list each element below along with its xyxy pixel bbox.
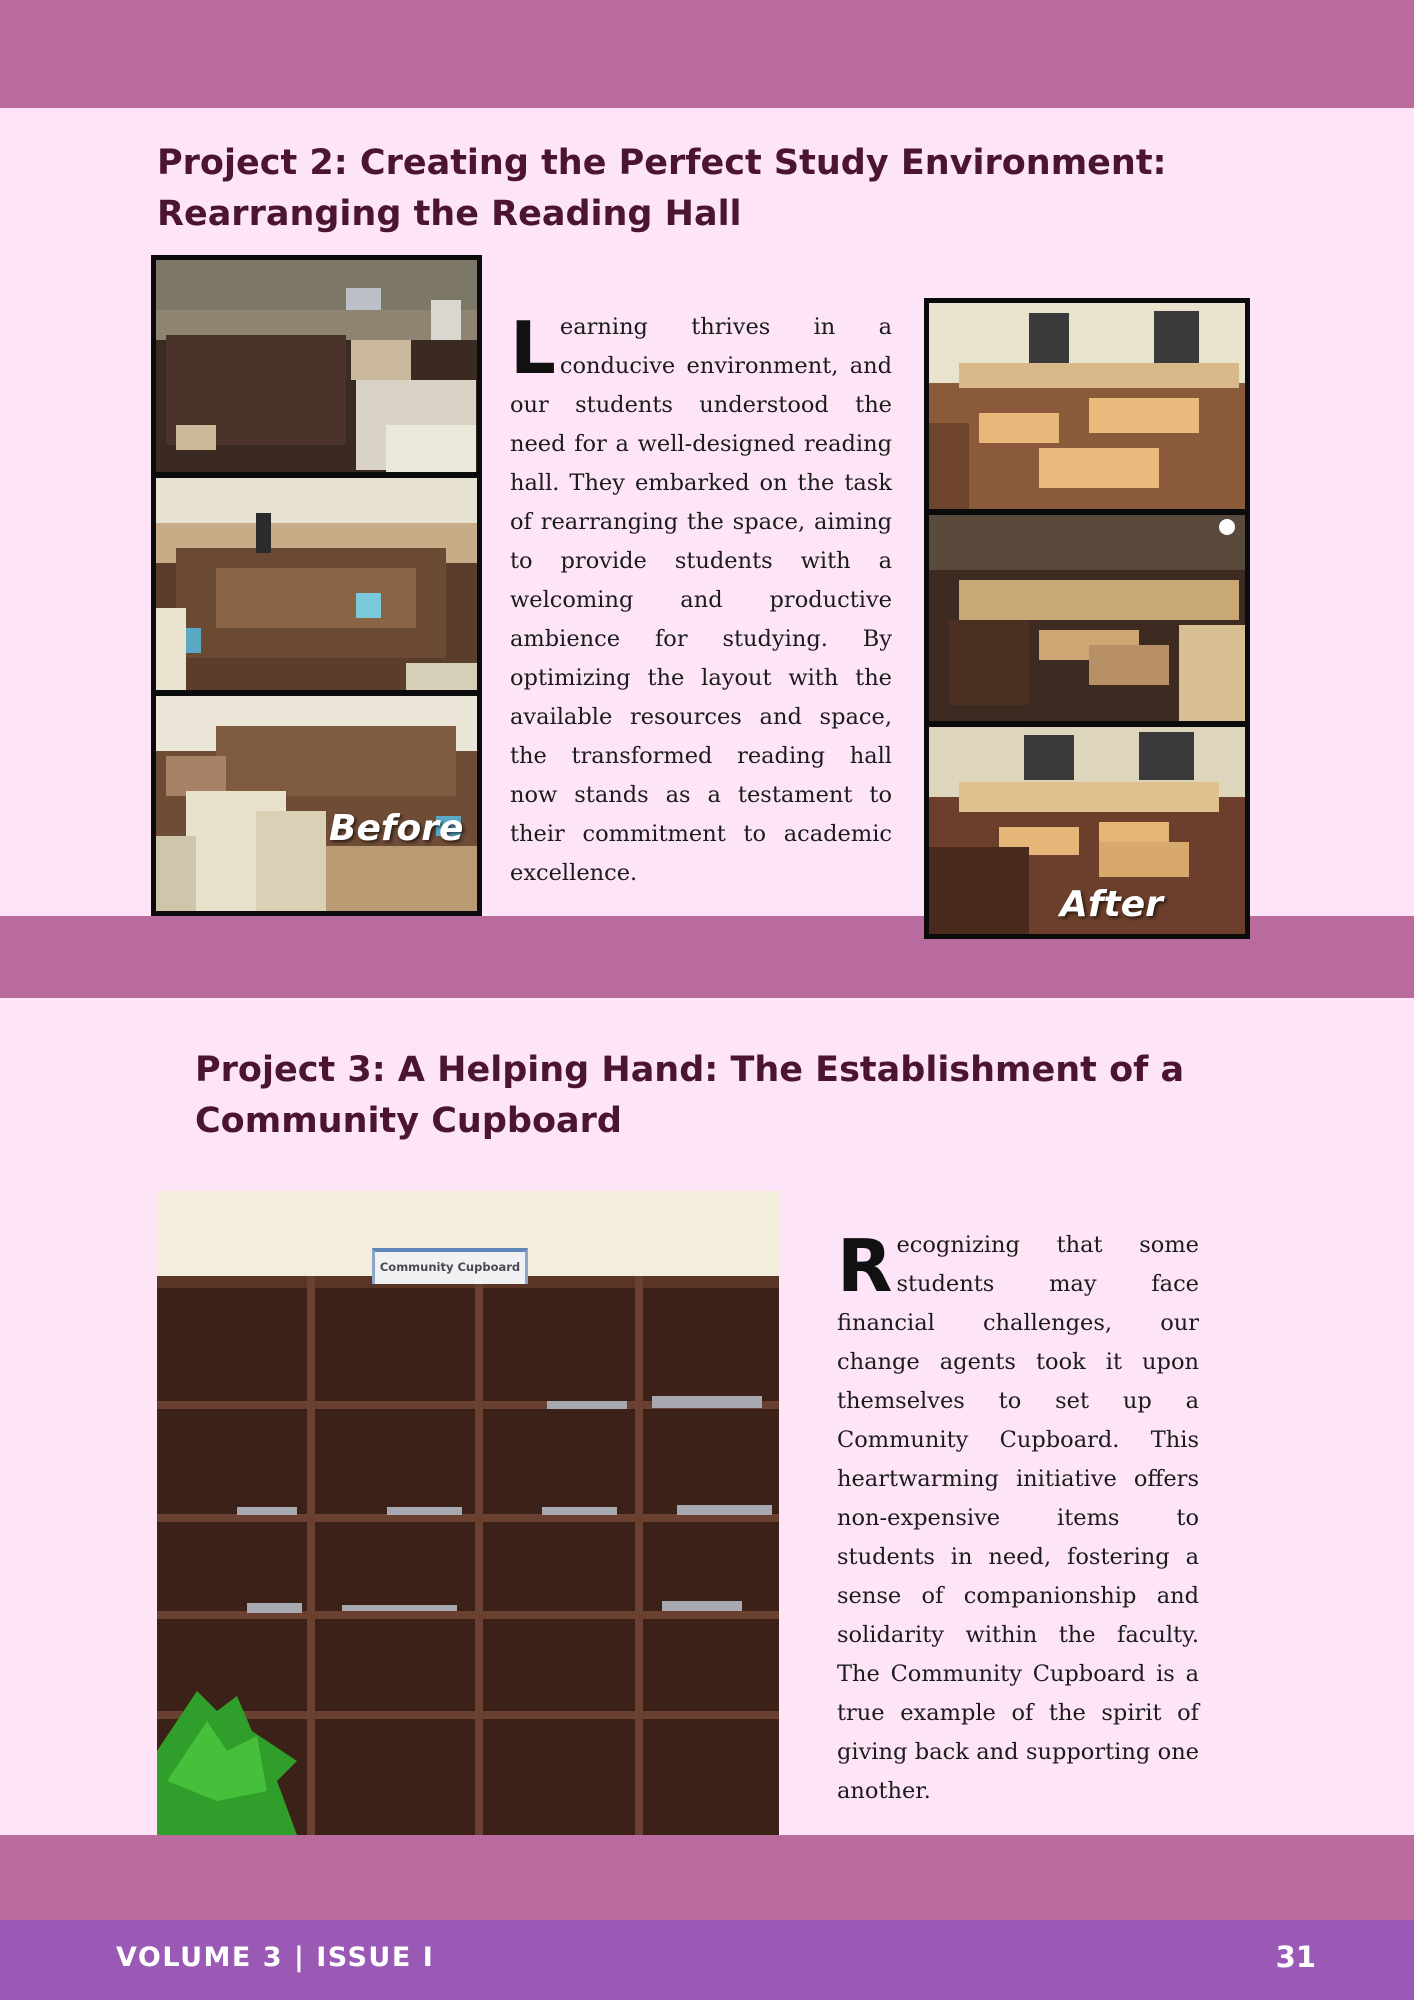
project-2-paragraph: earning thrives in a conducive environment, and our students understood the need for a well-designed reading hall. They embarked on the task of rearranging the space, aiming to provide students with a welcoming and productive ambience for studying. By optimizing the layout with the available resources and space, the transformed reading hall now stands as a testament to their commitment to academic excellence. [510,314,892,886]
before-photo-collage [151,255,482,916]
after-photo-1 [929,303,1245,509]
top-band [0,0,1414,108]
after-label: After [1060,884,1163,925]
project-2-title: Project 2: Creating the Perfect Study Environment: Rearranging the Reading Hall [157,143,1167,234]
project-3-paragraph: ecognizing that some students may face financial challenges, our change agents took it upon themselves to set up a Community Cupboard. This heartwarming initiative offers non-expensive items to students in need, fostering a sense of companionship and solidarity within the faculty. The Community Cupboard is a true example of the spirit of giving back and supporting one another. [837,1232,1199,1804]
project-2-dropcap: L [510,306,556,390]
project-3-dropcap: R [837,1224,893,1308]
before-photo-3 [156,696,477,911]
project-3-title: Project 3: A Helping Hand: The Establishment of a Community Cupboard [195,1050,1185,1141]
after-photo-2 [929,515,1245,721]
community-cupboard-sign: Community Cupboard [372,1248,528,1284]
before-label: Before [329,808,464,849]
before-photo-1 [156,260,477,472]
project-3-body [837,1226,1199,1811]
community-cupboard-photo [157,1191,779,1835]
page-number: 31 [1275,1940,1316,1974]
page-footer [0,1920,1414,2000]
after-photo-collage [924,298,1250,939]
before-photo-2 [156,478,477,690]
volume-issue-label: VOLUME 3 | ISSUE I [116,1942,435,1973]
project-2-body [510,308,892,893]
bottom-band [0,1835,1414,1920]
